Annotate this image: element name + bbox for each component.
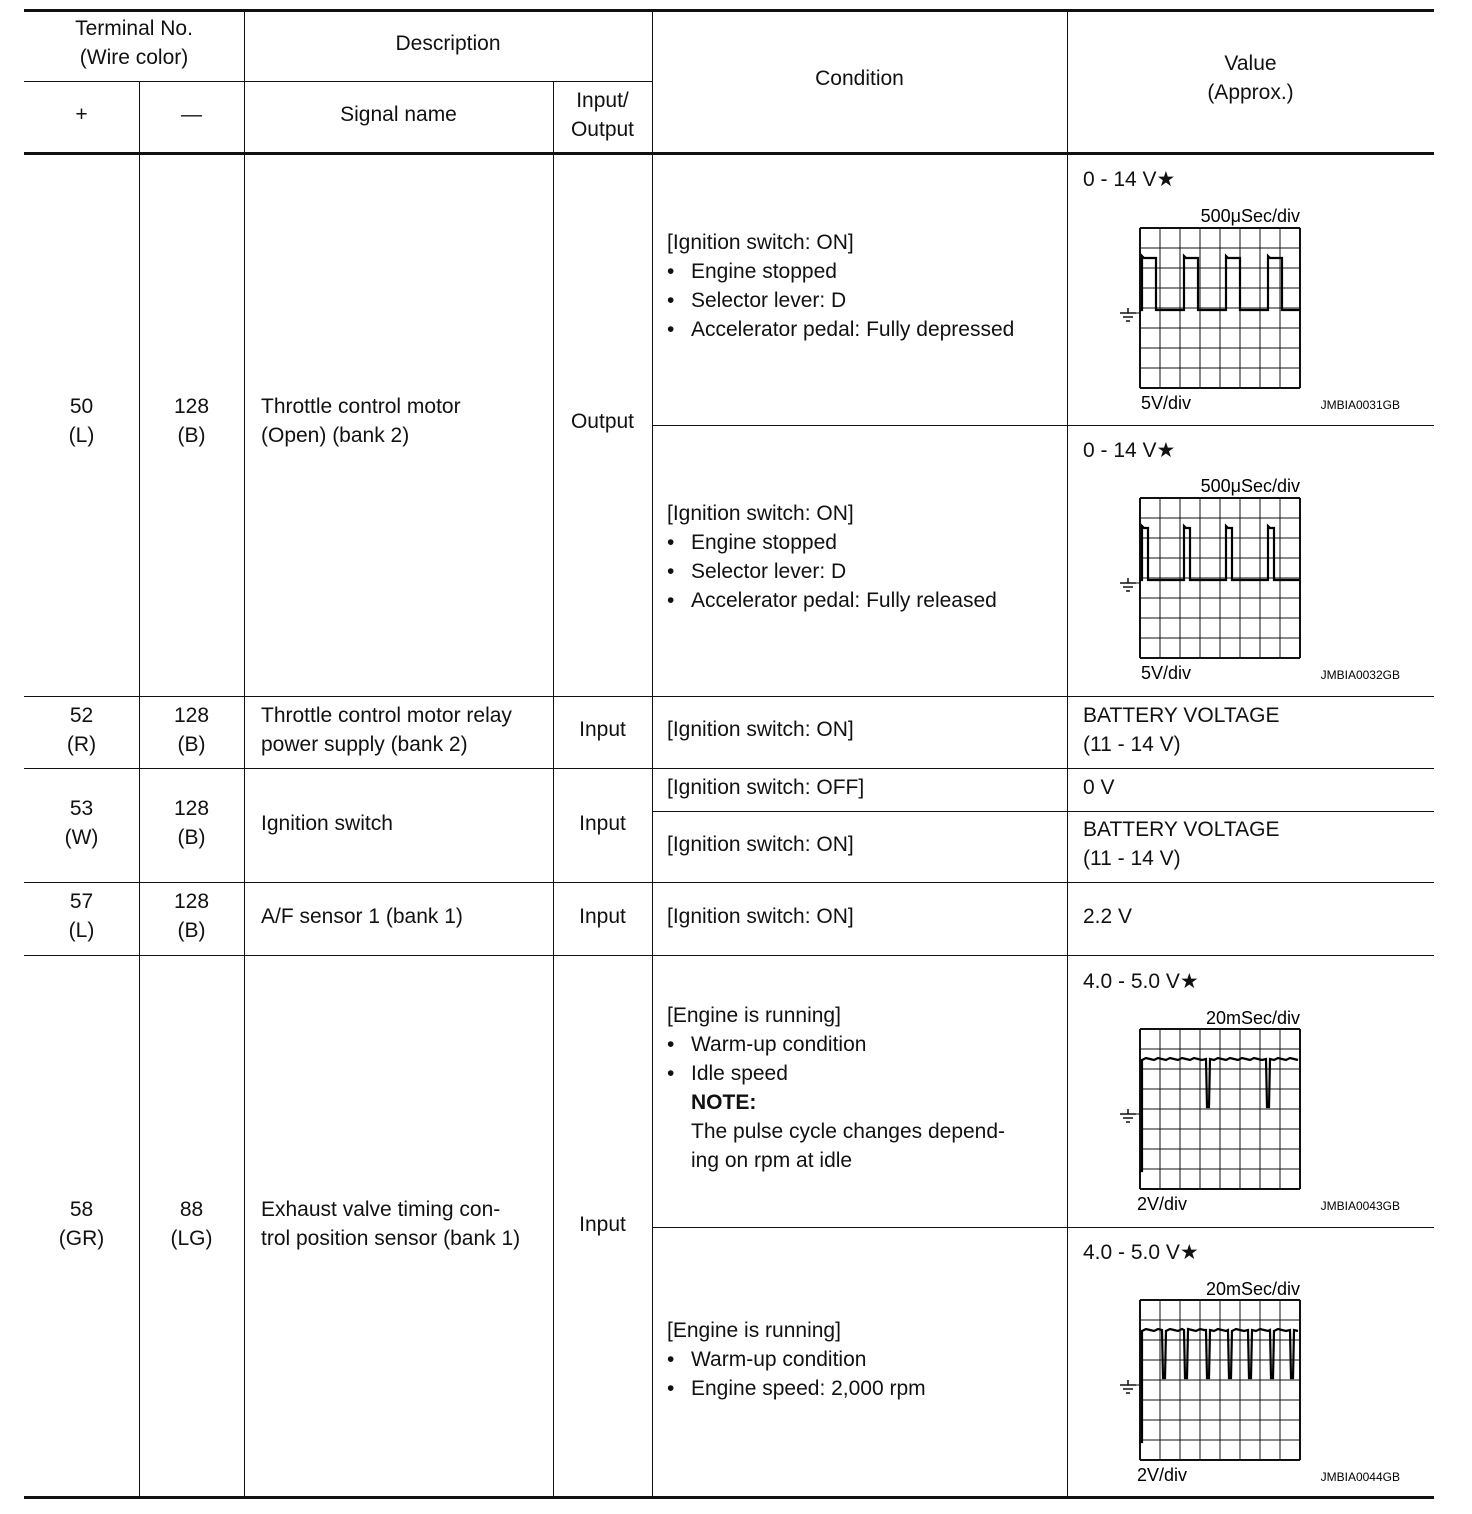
condition-bullet: • Engine speed: 2,000 rpm [667, 1377, 926, 1400]
condition-bullet: • Selector lever: D [667, 289, 847, 312]
condition-bullet: • Engine stopped [667, 260, 837, 283]
terminal-number: 57 [69, 890, 94, 913]
svg-text:JMBIA0043GB: JMBIA0043GB [1320, 1199, 1400, 1213]
signal-line: Exhaust valve timing con- [261, 1198, 501, 1221]
header-wire-color-label: (Wire color) [79, 46, 189, 69]
signal-line: Ignition switch [261, 812, 393, 835]
signal-line: power supply (bank 2) [261, 733, 468, 756]
value-line: BATTERY VOLTAGE [1083, 818, 1280, 841]
header-value-line1: Value [1224, 52, 1277, 75]
header-minus: — [181, 103, 202, 126]
terminal-number: 53 [69, 797, 94, 820]
condition-bullet: • Selector lever: D [667, 560, 847, 583]
row-57-io: Input [579, 905, 626, 928]
condition-heading: [Engine is running] [667, 1319, 841, 1342]
value-line: BATTERY VOLTAGE [1083, 704, 1280, 727]
condition-bullet: • Warm-up condition [667, 1033, 867, 1056]
wire-color: (GR) [58, 1227, 105, 1250]
svg-text:20mSec/div: 20mSec/div [1205, 1279, 1300, 1299]
row-50-value-2: 0 - 14 V★ [1083, 439, 1176, 462]
row-52-condition: [Ignition switch: ON] [667, 718, 854, 741]
terminal-number: 52 [69, 704, 94, 727]
svg-text:JMBIA0044GB: JMBIA0044GB [1320, 1470, 1400, 1484]
terminal-number: 128 [173, 797, 210, 820]
row-57-condition: [Ignition switch: ON] [667, 905, 854, 928]
signal-line: Throttle control motor relay [261, 704, 512, 727]
svg-text:JMBIA0032GB: JMBIA0032GB [1320, 668, 1400, 682]
condition-note-text: ing on rpm at idle [691, 1149, 853, 1172]
svg-text:JMBIA0031GB: JMBIA0031GB [1320, 398, 1400, 412]
terminal-number: 128 [173, 704, 210, 727]
signal-line: (Open) (bank 2) [261, 424, 410, 447]
signal-line: trol position sensor (bank 1) [261, 1227, 521, 1250]
condition-bullet: • Engine stopped [667, 531, 837, 554]
wire-color: (L) [68, 424, 95, 447]
condition-note-label: NOTE: [691, 1091, 757, 1114]
svg-text:500μSec/div: 500μSec/div [1200, 476, 1300, 496]
condition-heading: [Ignition switch: ON] [667, 231, 854, 254]
row-53-condition-2: [Ignition switch: ON] [667, 833, 854, 856]
terminal-number: 88 [179, 1198, 204, 1221]
svg-text:5V/div: 5V/div [1141, 393, 1192, 413]
signal-line: A/F sensor 1 (bank 1) [261, 905, 463, 928]
header-description: Description [395, 32, 501, 55]
terminal-number: 128 [173, 890, 210, 913]
wire-color: (B) [177, 919, 206, 942]
condition-heading: [Engine is running] [667, 1004, 841, 1027]
condition-heading: [Ignition switch: ON] [667, 502, 854, 525]
wire-color: (B) [177, 733, 206, 756]
row-52-io: Input [579, 718, 626, 741]
wire-color: (B) [177, 826, 206, 849]
wire-color: (L) [68, 919, 95, 942]
condition-note-text: The pulse cycle changes depend- [691, 1120, 1006, 1143]
row-58-value-1: 4.0 - 5.0 V★ [1083, 970, 1199, 993]
svg-text:5V/div: 5V/div [1141, 663, 1192, 683]
row-53-condition-1: [Ignition switch: OFF] [667, 776, 865, 799]
terminal-number: 128 [173, 395, 210, 418]
header-io-line1: Input/ [576, 89, 629, 112]
condition-bullet: • Accelerator pedal: Fully depressed [667, 318, 1015, 341]
row-50-value-1: 0 - 14 V★ [1083, 168, 1176, 191]
wire-color: (LG) [170, 1227, 213, 1250]
terminal-number: 58 [69, 1198, 94, 1221]
header-value-line2: (Approx.) [1207, 81, 1294, 104]
header-terminal-no-label: Terminal No. [75, 17, 193, 40]
condition-bullet: • Warm-up condition [667, 1348, 867, 1371]
value-line: (11 - 14 V) [1083, 733, 1181, 756]
row-57-value: 2.2 V [1083, 905, 1133, 928]
row-50-io: Output [570, 410, 635, 433]
svg-text:500μSec/div: 500μSec/div [1200, 206, 1300, 226]
row-58-value-2: 4.0 - 5.0 V★ [1083, 1241, 1199, 1264]
header-io-line2: Output [570, 118, 635, 141]
row-58-io: Input [579, 1213, 626, 1236]
wire-color: (R) [66, 733, 97, 756]
row-53-io: Input [579, 812, 626, 835]
svg-text:2V/div: 2V/div [1137, 1194, 1188, 1214]
header-condition: Condition [815, 67, 904, 90]
row-53-value-1: 0 V [1083, 776, 1115, 799]
value-line: (11 - 14 V) [1083, 847, 1181, 870]
svg-text:2V/div: 2V/div [1137, 1465, 1188, 1485]
condition-bullet: • Accelerator pedal: Fully released [667, 589, 997, 612]
wire-color: (W) [64, 826, 99, 849]
header-plus: + [75, 103, 88, 126]
terminal-number: 50 [69, 395, 94, 418]
condition-bullet: • Idle speed [667, 1062, 788, 1085]
wire-color: (B) [177, 424, 206, 447]
signal-line: Throttle control motor [261, 395, 461, 418]
svg-text:20mSec/div: 20mSec/div [1205, 1008, 1300, 1028]
header-signal-name: Signal name [340, 103, 457, 126]
